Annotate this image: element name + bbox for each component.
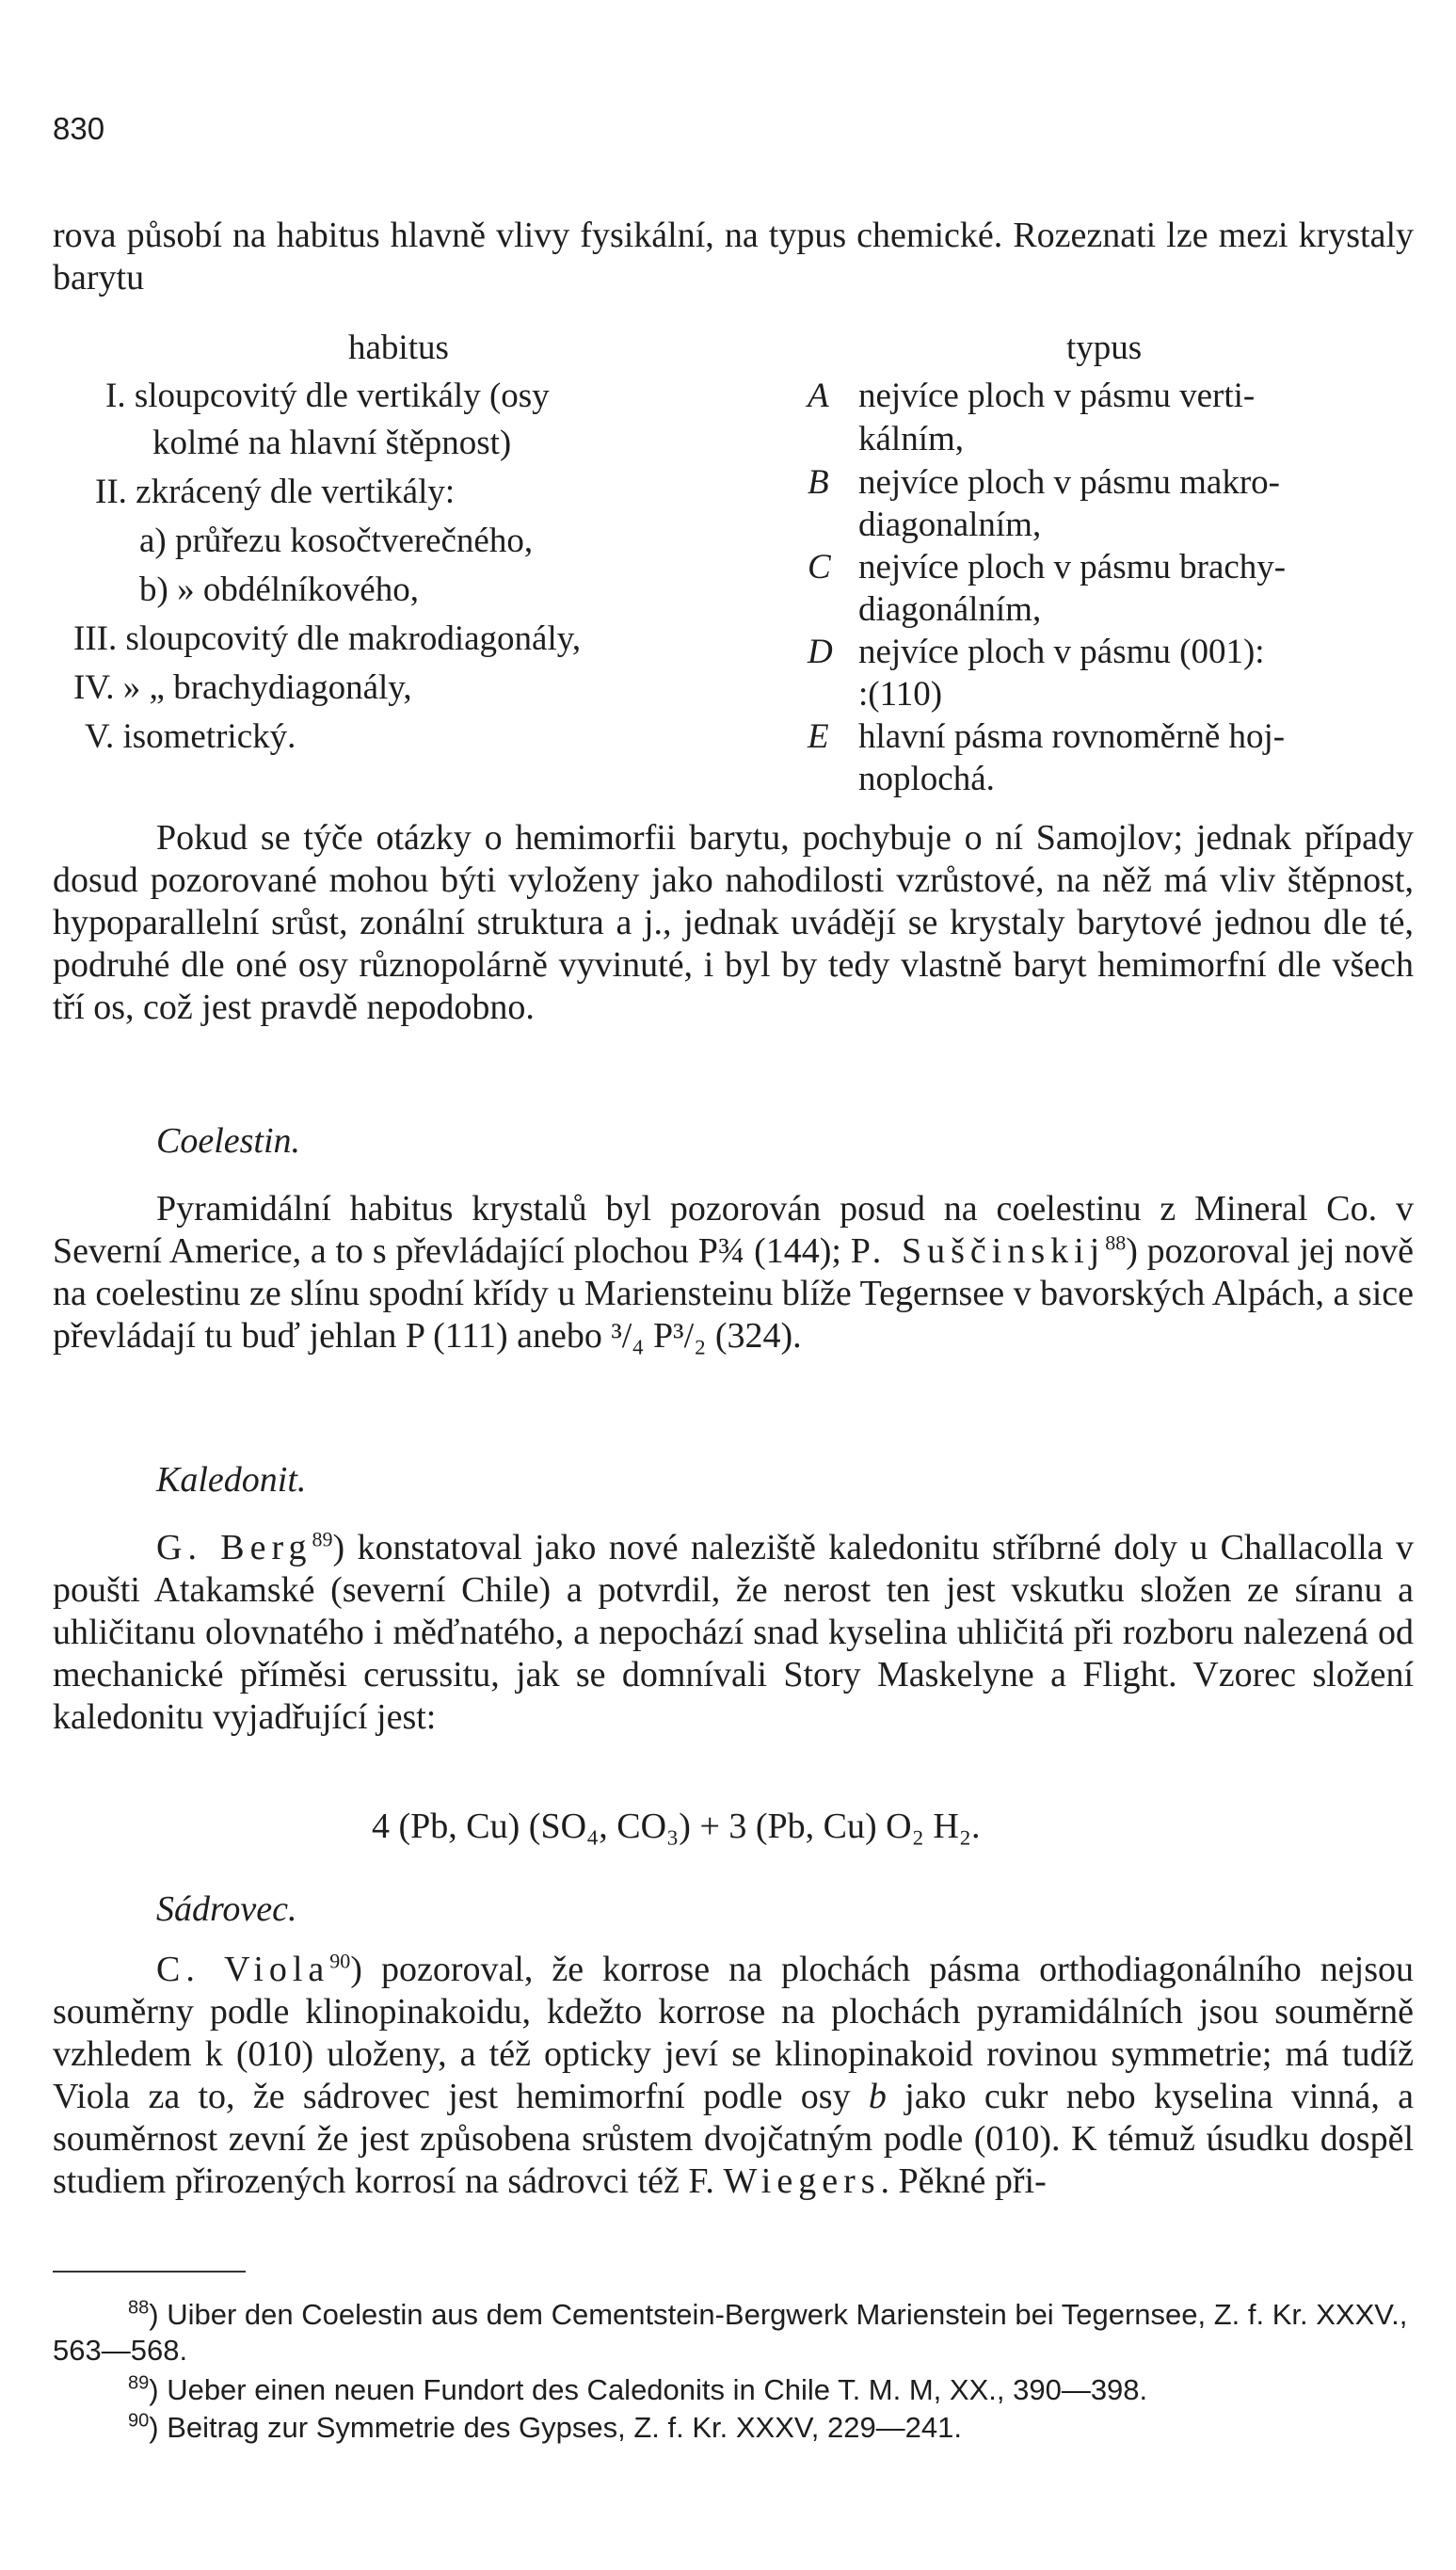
typus-letter: A	[808, 377, 829, 415]
habitus-row: I. sloupcovitý dle vertikály (osy	[105, 377, 550, 415]
footnote-ref: 89	[312, 1527, 333, 1551]
typus-header: typus	[1066, 329, 1143, 367]
axis-label: b	[868, 2077, 887, 2116]
habitus-row: b) » obdélníkového,	[139, 570, 419, 609]
footnote: $^{89}$) Ueber einen neuen Fundort des Caledonits in Chile T. M. M, XX., 390—398.	[128, 2372, 1148, 2406]
coelestin-text: Pyramidální habitus krystalů byl pozorován posud na coelestinu z Mineral Co. v Severní Americe, a to s převládající plochou P¾ (144);	[53, 1189, 1414, 1271]
footnote-ref: 90	[329, 1949, 351, 1973]
intro-paragraph: rova působí na habitus hlavně vlivy fysikální, na typus chemické. Rozeznati lze mezi krystaly barytu	[53, 216, 1414, 297]
typus-letter: E	[808, 717, 829, 756]
typus-row: diagonálním,	[858, 590, 1042, 629]
section-heading-kaledonit: Kaledonit.	[156, 1460, 307, 1500]
page-number: 830	[53, 111, 105, 146]
typus-row: nejvíce ploch v pásmu (001):	[858, 633, 1265, 671]
footnote-number: 88	[128, 2297, 150, 2319]
habitus-row: III. sloupcovitý dle makrodiagonály,	[73, 619, 582, 658]
kaledonit-text: konstatoval jako nové naleziště kaledonitu stříbrné doly u Challacolla v poušti Atakamské (severní Chile) a potvrdil, že nerost ten jest vskutku složen ze síranu a uhličitanu olovnatého i měďnatého, a nepochází snad kyselina uhličitá při rozboru nalezená od mechanické příměsi cerussitu, jak se domnívali Story Maskelyne a Flight. Vzorec složení kaledonitu vyjadřující jest:	[53, 1528, 1415, 1737]
habitus-header: habitus	[348, 329, 449, 367]
typus-row: nejvíce ploch v pásmu makro-	[858, 463, 1280, 502]
habitus-row: V. isometrický.	[85, 717, 296, 756]
footnote-divider	[53, 2271, 246, 2273]
kaledonit-paragraph: G. Berg$^{89}$) konstatoval jako nové naleziště kaledonitu stříbrné doly u Challacolla v poušti Atakamské (severní Chile) a potvrdil, že nerost ten jest vskutku složen ze síranu a uhličitanu olovnatého i měďnatého, a nepochází snad kyselina uhličitá při rozboru nalezená od mechanické příměsi cerussitu, jak se domnívali Story Maskelyne a Flight. Vzorec složení kaledonitu vyjadřující jest:	[53, 1527, 1415, 1737]
typus-letter: D	[808, 633, 833, 671]
footnote: $^{88}$) Uiber den Coelestin aus dem Cementstein-Bergwerk Marienstein bei Tegernsee, Z. f. Kr. XXXV., 563—568.	[53, 2297, 1408, 2367]
footnote-text: Ueber einen neuen Fundort des Caledonits in Chile T. M. M, XX., 390—398.	[167, 2373, 1148, 2406]
typus-row: diagonalním,	[858, 506, 1042, 544]
typus-row: noplochá.	[858, 760, 995, 798]
typus-row: hlavní pásma rovnoměrně hoj-	[858, 717, 1286, 756]
coelestin-text: pozoroval jej nově na coelestinu ze slínu spodní křídy u Mariensteinu blíže Tegernsee v bavorských Alpách, a sice převládají tu buď jehlan P (111) anebo ³/₄ P³/₂ (324).	[53, 1231, 1415, 1356]
section-heading-sadrovec: Sádrovec.	[156, 1889, 297, 1929]
typus-letter: B	[808, 463, 829, 502]
footnote-number: 89	[128, 2372, 150, 2394]
sadrovec-text: pozoroval, že korrose na plochách pásma orthodiagonálního nejsou souměrny podle klinopinakoidu, kdežto korrose na plochách pyramidálních jsou souměrně vzhledem k (010) uloženy, a též opticky jeví se klinopinakoid rovinou symmetrie; má tudíž Viola za to, že sádrovec jest hemimorfní podle osy	[53, 1950, 1414, 2116]
typus-row: nejvíce ploch v pásmu brachy-	[858, 548, 1287, 586]
habitus-row: kolmé na hlavní štěpnost)	[152, 424, 512, 462]
typus-letter: C	[808, 548, 831, 586]
author-name: G. Berg	[156, 1528, 312, 1567]
typus-row: nejvíce ploch v pásmu verti-	[858, 377, 1256, 415]
habitus-row: IV. » „ brachydiagonály,	[73, 668, 412, 707]
typus-row: kálním,	[858, 420, 965, 458]
footnote-number: 90	[128, 2410, 150, 2432]
sadrovec-text: jako cukr nebo kyselina vinná, a souměrnost zevní že jest způsobena srůstem dvojčatným podle (010). K témuž úsudku dospěl studiem přirozených korrosí na sádrovci též F.	[53, 2077, 1414, 2201]
section-heading-coelestin: Coelestin.	[156, 1121, 301, 1161]
habitus-row: II. zkrácený dle vertikály:	[95, 473, 456, 511]
footnote: $^{90}$) Beitrag zur Symmetrie des Gypses, Z. f. Kr. XXXV, 229—241.	[128, 2410, 963, 2444]
author-name: C. Viola	[156, 1950, 330, 1989]
footnote-text: Uiber den Coelestin aus dem Cementstein-Bergwerk Marienstein bei Tegernsee, Z. f. Kr. XXXV., 563—568.	[53, 2298, 1408, 2367]
footnote-ref: 88	[1105, 1230, 1127, 1255]
author-name: Wiegers	[723, 2161, 881, 2201]
sadrovec-paragraph: C. Viola$^{90}$) pozoroval, že korrose na plochách pásma orthodiagonálního nejsou souměrny podle klinopinakoidu, kdežto korrose na plochách pyramidálních jsou souměrně vzhledem k (010) uloženy, a též opticky jeví se klinopinakoid rovinou symmetrie; má tudíž Viola za to, že sádrovec jest hemimorfní podle osy b jako cukr nebo kyselina vinná, a souměrnost zevní že jest způsobena srůstem dvojčatným podle (010). K témuž úsudku dospěl studiem přirozených korrosí na sádrovci též F. Wiegers. Pěkné při-	[53, 1949, 1414, 2201]
footnote-text: Beitrag zur Symmetrie des Gypses, Z. f. Kr. XXXV, 229—241.	[167, 2411, 963, 2444]
habitus-row: a) průřezu kosočtverečného,	[139, 522, 534, 560]
sadrovec-text: . Pěkné při-	[880, 2161, 1047, 2201]
author-name: P. Suščinskij	[850, 1231, 1106, 1271]
hemimorfie-paragraph: Pokud se týče otázky o hemimorfii barytu, pochybuje o ní Samojlov; jednak případy dosud pozorované mohou býti vyloženy jako nahodilosti vzrůstové, na něž má vliv štěpnost, hypoparallelní srůst, zonální struktura a j., jednak uvádějí se krystaly barytové jednou dle té, podruhé dle oné osy různopolárně vyvinuté, i byl by tedy vlastně baryt hemimorfní dle všech tří os, což jest pravdě nepodobno.	[53, 818, 1414, 1027]
coelestin-paragraph: Pyramidální habitus krystalů byl pozorován posud na coelestinu z Mineral Co. v Severní Americe, a to s převládající plochou P¾ (144); P. Suščinskij$^{88}$) pozoroval jej nově na coelestinu ze slínu spodní křídy u Mariensteinu blíže Tegernsee v bavorských Alpách, a sice převládají tu buď jehlan P (111) anebo ³/₄ P³/₂ (324).	[53, 1189, 1415, 1356]
chemical-formula: 4 (Pb, Cu) (SO₄, CO₃) + 3 (Pb, Cu) O₂ H₂.	[372, 1807, 981, 1846]
typus-row: :(110)	[858, 675, 943, 714]
